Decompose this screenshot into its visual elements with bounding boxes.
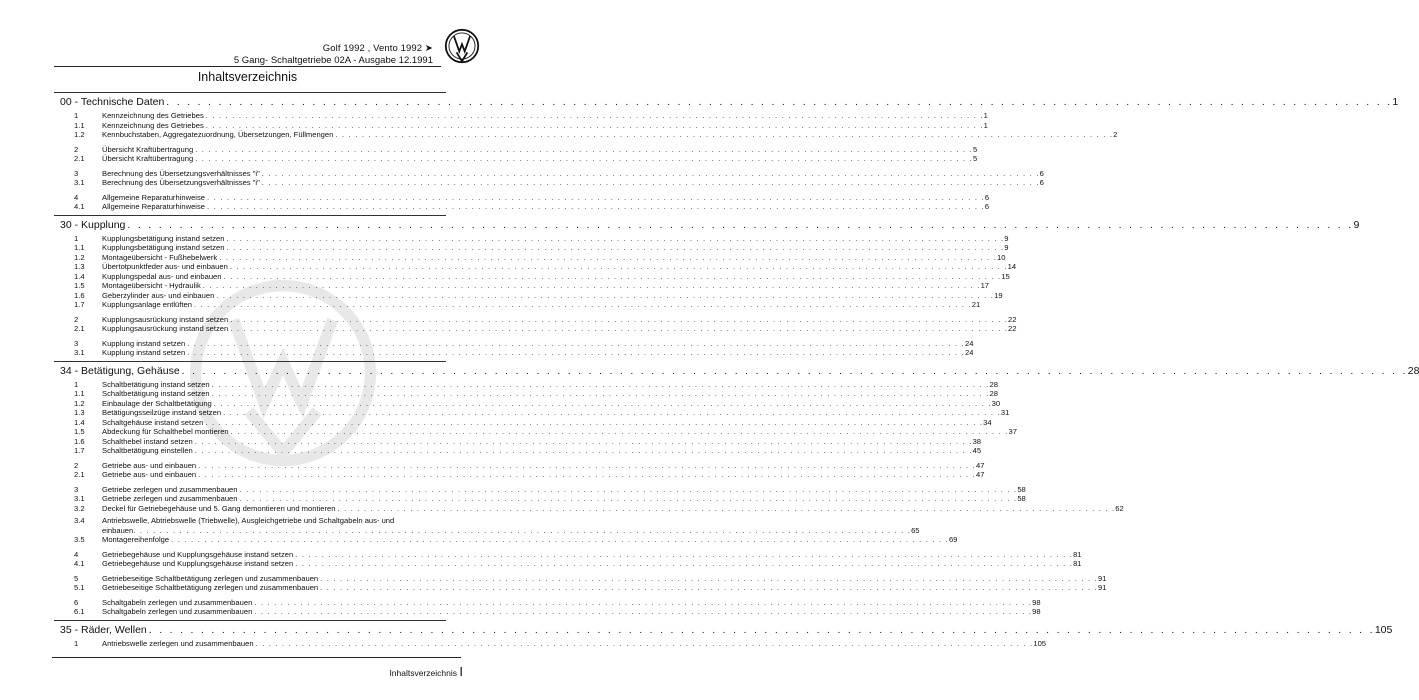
entry-title: Getriebe aus- und einbauen [102, 470, 197, 479]
vw-logo-icon [444, 28, 480, 64]
toc-entry[interactable] [60, 427, 1017, 437]
dot-leader: . . . . . . . . . . . . . . . . . . . . . . . . . . . . . . . . . . . . . . . . . . . . . . . . . . . . . . . . . . . . . . . . . . . . . . . . . . . . . . . . . . . . . . . . . . . . . . . . . . . . . . . . . . . . . . . . . . . . . . [187, 348, 965, 357]
entry-number: 1.5 [74, 427, 85, 436]
entry-page: 37 [1008, 427, 1017, 436]
toc-entry[interactable] [60, 379, 998, 390]
header-manual-line: 5 Gang- Schaltgetriebe 02A - Ausgabe 12.1991 [233, 55, 433, 66]
toc-entry[interactable] [60, 271, 1010, 282]
entry-page: 47 [975, 470, 985, 479]
entry-title: Kennzeichnung des Getriebes [102, 120, 204, 130]
entry-number: 2 [74, 314, 79, 324]
dot-leader: . . . . . . . . . . . . . . . . . . . . . . . . . . . . . . . . . . . . . . . . . . . . . . . . . . . . . . . . . . . . . . . . . . . . . . . . . . . . . . . . . . . . . . . . . . . . . . . . . . . . . . . . . . . . . . . . . . . . . . [207, 192, 985, 202]
toc-entry[interactable] [60, 470, 985, 480]
entry-title: Schaltbetätigung instand setzen [102, 389, 210, 398]
section-page: 9 [1353, 218, 1360, 231]
entry-number: 5 [74, 573, 79, 583]
entry-page: 24 [964, 348, 974, 357]
toc-section[interactable] [60, 364, 1419, 377]
dot-leader: . . . . . . . . . . . . . . . . . . . . . . . . . . . . . . . . . . . . . . . . . . . . . . . . . . . . . . . . . . . . . . . . . . . . . . . . . . . . . . . . . . . . . . . . . . . . . . . . . . . . . . . . . . . . . . . . . . . . . . [198, 470, 976, 479]
section-title: 30 - Kupplung [60, 218, 126, 231]
dot-leader: . . . . . . . . . . . . . . . . . . . . . . . . . . . . . . . . . . . . . . . . . . . . . . . . . . . . . . . . . . . . . . . . . . . . . . . . . . . . . . . . . . . . . . . . . . . . . . . . . . . . . . . . . . . . . . . . . . . . . . [181, 364, 1408, 377]
toc-entry[interactable] [60, 233, 1009, 244]
entry-title: Kupplung instand setzen [102, 348, 186, 357]
entry-body [102, 516, 920, 535]
entry-page: 91 [1097, 573, 1107, 583]
toc-entry[interactable] [60, 638, 1047, 649]
dot-leader: . . . . . . . . . . . . . . . . . . . . . . . . . . . . . . . . . . . . . . . . . . . . . . . . . . . . . . . . . . . . . . . . . . . . . . . . . . . . . . . . . . . . . . . . . . . . . . . . . . . . . . . . . . . . . . . . . . . . . . [213, 398, 992, 408]
toc-entry[interactable] [60, 262, 1017, 272]
entry-number: 3.2 [74, 503, 85, 513]
entry-page: 6 [1039, 178, 1044, 187]
dot-leader: . . . . . . . . . . . . . . . . . . . . . . . . . . . . . . . . . . . . . . . . . . . . . . . . . . . . . . . . . . . . . . . . . . . . . . . . . . . . . . . . . . . . . . . . . . . . . . . . . . . . . . . . . . . . . . . . . . . . . . [229, 262, 1008, 271]
toc-entry[interactable] [60, 484, 1026, 495]
entry-number: 3 [74, 338, 79, 348]
entry-title: Kupplungspedal aus- und einbauen [102, 271, 222, 281]
toc-entry[interactable] [60, 348, 974, 358]
toc-entry[interactable] [60, 338, 974, 349]
entry-page: 45 [972, 446, 982, 455]
toc-section[interactable] [60, 218, 1360, 231]
entry-page: 22 [1008, 324, 1017, 333]
section-page: 105 [1374, 623, 1393, 636]
dot-leader: . . . . . . . . . . . . . . . . . . . . . . . . . . . . . . . . . . . . . . . . . . . . . . . . . . . . . . . . . . . . . . . . . . . . . . . . . . . . . . . . . . . . . . . . . . . . . . . . . . . . . . . . . . . . . . . . . . . . . . [261, 168, 1040, 178]
dot-leader: . . . . . . . . . . . . . . . . . . . . . . . . . . . . . . . . . . . . . . . . . . . . . . . . . . . . . . . . . . . . . . . . . . . . . . . . . . . . . . . . . . . . . . . . . . . . . . . . . . . . . . . . . . . . . . . . . . . . . . [320, 573, 1098, 583]
entry-page: 62 [1115, 503, 1124, 513]
dot-leader: . . . . . . . . . . . . . . . . . . . . . . . . . . . . . . . . . . . . . . . . . . . . . . . . . . . . . . . . . . . . . . . . . . . . . . . . . . . . . . . . . . . . . . . . . . . . . . . . . . . . . . . . . . . . . . . . . . . . . . [198, 460, 976, 470]
dot-leader: . . . . . . . . . . . . . . . . . . . . . . . . . . . . . . . . . . . . . . . . . . . . . . . . . . . . . . . . . . . . . . . . . . . . . . . . . . . . . . . . . . . . . . . . . . . . . . . . . . . . . . . . . . . . . . . . . . . . . . [166, 96, 1393, 108]
toc-entry[interactable] [60, 503, 1124, 514]
entry-title: Geberzylinder aus- und einbauen [102, 290, 215, 300]
dot-leader: . . . . . . . . . . . . . . . . . . . . . . . . . . . . . . . . . . . . . . . . . . . . . . . . . . . . . . . . . . . . . . . . . . . . . . . . . . . . . . . . . . . . . . . . . . . . . . . . . . . . . . . . . . . . . . . . . . . . . . [320, 583, 1098, 592]
entry-number: 3.5 [74, 535, 85, 544]
entry-page: 24 [964, 338, 974, 348]
entry-number: 3.1 [74, 348, 85, 357]
entry-page: 1 [983, 120, 988, 130]
entry-title-continued [102, 526, 920, 536]
entry-page: 105 [1033, 638, 1047, 648]
entry-page: 34 [983, 417, 992, 427]
entry-title: Schalthebel instand setzen [102, 436, 193, 446]
entry-page: 17 [980, 281, 990, 290]
entry-number: 1.3 [74, 262, 85, 271]
toc-entry[interactable] [60, 168, 1044, 179]
header-rule [54, 66, 441, 67]
entry-page: 30 [991, 398, 1001, 408]
entry-title: Montageübersicht - Fußhebelwerk [102, 252, 218, 262]
entry-number: 1 [74, 638, 79, 648]
entry-page: 6 [984, 202, 990, 211]
dot-leader: . . . . . . . . . . . . . . . . . . . . . . . . . . . . . . . . . . . . . . . . . . . . . . . . . . . . . . . . . . . . . . . . . . . . . . . . . . . . . . . . . . . . . . . . . . . . . . . . . . . . . . . . . . . . . . . . . . . . . . [230, 314, 1009, 324]
entry-title: Abdeckung für Schalthebel montieren [102, 427, 229, 436]
toc-entry[interactable] [60, 389, 998, 399]
entry-page: 28 [989, 389, 998, 398]
entry-title: Schaltgehäuse instand setzen [102, 417, 204, 427]
toc-entry[interactable] [60, 436, 982, 447]
toc-entry[interactable] [60, 300, 981, 310]
entry-number: 1.1 [74, 389, 85, 398]
entry-page: 81 [1073, 549, 1082, 559]
entry-number: 1 [74, 233, 79, 243]
dot-leader: . . . . . . . . . . . . . . . . . . . . . . . . . . . . . . . . . . . . . . . . . . . . . . . . . . . . . . . . . . . . . . . . . . . . . . . . . . . . . . . . . . . . . . . . . . . . . . . . . . . . . . . . . . . . . . . . . . . . . . [195, 144, 973, 154]
entry-title: Getriebegehäuse und Kupplungsgehäuse instand setzen [102, 549, 294, 559]
entry-number: 2.1 [74, 470, 85, 479]
entry-title: Getriebeseitige Schaltbetätigung zerlegen und zusammenbauen [102, 573, 319, 583]
entry-title: Allgemeine Reparaturhinweise [102, 192, 205, 202]
entry-number: 1.7 [74, 300, 85, 309]
entry-number: 3.4 [74, 516, 85, 525]
entry-number: 3 [74, 484, 79, 494]
dot-leader: . . . . . . . . . . . . . . . . . . . . . . . . . . . . . . . . . . . . . . . . . . . . . . . . . . . . . . . . . . . . . . . . . . . . . . . . . . . . . . . . . . . . . . . . . . . . . . . . . . . . . . . . . . . . . . . . . . . . . . [194, 446, 973, 455]
dot-leader: . . . . . . . . . . . . . . . . . . . . . . . . . . . . . . . . . . . . . . . . . . . . . . . . . . . . . . . . . . . . . . . . . . . . . . . . . . . . . . . . . . . . . . . . . . . . . . . . . . . . . . . . . . . . . . . . . . . . . . [202, 281, 981, 290]
toc-section[interactable] [60, 623, 1393, 636]
dot-leader: . . . . . . . . . . . . . . . . . . . . . . . . . . . . . . . . . . . . . . . . . . . . . . . . . . . . . . . . . . . . . . . . . . . . . . . . . . . . . . . . . . . . . . . . . . . . . . . . . . . . . . . . . . . . . . . . . . . . . . [335, 130, 1114, 139]
footer-rule [52, 657, 461, 658]
entry-page: 69 [948, 535, 958, 544]
entry-number: 2 [74, 144, 79, 154]
entry-number: 1.5 [74, 281, 85, 290]
entry-title: Getriebegehäuse und Kupplungsgehäuse instand setzen [102, 559, 294, 568]
section-title: 00 - Technische Daten [60, 96, 165, 108]
dot-leader: . . . . . . . . . . . . . . . . . . . . . . . . . . . . . . . . . . . . . . . . . . . . . . . . . . . . . . . . . . . . . . . . . . . . . . . . . . . . . . . . . . . . . . . . . . . . . . . . . . . . . . . . . . . . . . . . . . . . . . [254, 597, 1033, 607]
dot-leader: . . . . . . . . . . . . . . . . . . . . . . . . . . . . . . . . . . . . . . . . . . . . . . . . . . . . . . . . . . . . . . . . . . . . . . . . . . . . . . . . . . . . . . . . . . . . . . . . . . . . . . . . . . . . . . . . . . . . . . [205, 120, 984, 130]
toc-entry[interactable] [60, 314, 1017, 325]
toc-entry[interactable] [60, 573, 1107, 584]
dot-leader: . . . . . . . . . . . . . . . . . . . . . . . . . . . . . . . . . . . . . . . . . . . . . . . . . . . . . . . . . . . . . . . . . . . . . . . . . . . . . . . . . . . . . . . . . . . . . . . . . . . . . . . . . . . . . . . . . . . . . . [194, 436, 973, 446]
entry-number: 6 [74, 597, 79, 607]
toc-entry[interactable] [60, 130, 1118, 140]
table-of-contents [60, 95, 1419, 648]
section-rule [54, 620, 446, 621]
dot-leader: . . . . . . . . . . . . . . . . . . . . . . . . . . . . . . . . . . . . . . . . . . . . . . . . . . . . . . . . . . . . . . . . . . . . . . . . . . . . . . . . . . . . . . . . . . . . . . . . . . . . . . . . . . . . . . . . . . . . . . [239, 494, 1018, 503]
entry-title: Kennbuchstaben, Aggregatezuordnung, Übersetzungen, Füllmengen [102, 130, 334, 139]
toc-entry[interactable] [60, 607, 1041, 617]
entry-number: 1.1 [74, 243, 85, 252]
toc-entry[interactable] [60, 290, 1003, 301]
entry-title: Betätigungsseilzüge instand setzen [102, 408, 222, 417]
dot-leader: . . . . . . . . . . . . . . . . . . . . . . . . . . . . . . . . . . . . . . . . . . . . . . . . . . . . . . . . . . . . . . . . . . . . . . . . . . . . . . . . . . . . . . . . . . . . . . . . . . . . . . . . . . . . . . . . . . . . . . [223, 408, 1001, 417]
entry-number: 5.1 [74, 583, 85, 592]
footer-label: Inhaltsverzeichnis [389, 668, 457, 678]
dot-leader: . . . . . . . . . . . . . . . . . . . . . . . . . . . . . . . . . . . . . . . . . . . . . . . . . . . . . . . . . . . . . . . . . . . . . . . . . . . . . . . . . . . . . . . . . . . . . . . . . . . . . . . . . . . . . . . . . . . . . . [216, 290, 995, 300]
dot-leader: . . . . . . . . . . . . . . . . . . . . . . . . . . . . . . . . . . . . . . . . . . . . . . . . . . . . . . . . . . . . . . . . . . . . . . . . . . . . . . . . . . . . . . . . . . . . . . . . . . . . . . . . . . . . . . . . . . . . . . [337, 503, 1116, 513]
entry-title: Kupplungsbetätigung instand setzen [102, 243, 225, 252]
toc-entry[interactable] [60, 178, 1044, 188]
entry-title: Kupplungsausrückung instand setzen [102, 314, 229, 324]
entry-page: 1 [983, 111, 988, 120]
entry-page: 9 [1004, 233, 1009, 243]
entry-title: Schaltbetätigung einstellen [102, 446, 193, 455]
entry-title: Getriebeseitige Schaltbetätigung zerlegen und zusammenbauen [102, 583, 319, 592]
dot-leader: . . . . . . . . . . . . . . . . . . . . . . . . . . . . . . . . . . . . . . . . . . . . . . . . . . . . . . . . . . . . . . . . . . . . . . . . . . . . . . . . . . . . . . . . . . . . . . . . . . . . . . . . . . . . . . . . . . . . . . [226, 233, 1005, 243]
entry-title: Schaltgabeln zerlegen und zusammenbauen [102, 597, 253, 607]
entry-title: Kennzeichnung des Getriebes [102, 111, 204, 120]
entry-page: 15 [1001, 271, 1010, 281]
entry-title: Montagereihenfolge [102, 535, 170, 544]
toc-entry[interactable] [60, 535, 958, 545]
entry-number: 1.1 [74, 120, 85, 130]
section-rule [54, 92, 446, 93]
toc-entry[interactable] [60, 516, 920, 535]
dot-leader: . . . . . . . . . . . . . . . . . . . . . . . . . . . . . . . . . . . . . . . . . . . . . . . . . . . . . . . . . . . . . . . . . . . . . . . . . . . . . . . . . . . . . . . . . . . . . . . . . . . . . . . . . . . . . . . . . . . . . . [230, 324, 1009, 333]
entry-number: 1.6 [74, 436, 85, 446]
toc-entry[interactable] [60, 446, 982, 456]
entry-page: 6 [1039, 168, 1044, 178]
entry-page: 28 [989, 379, 998, 389]
entry-title: Getriebe zerlegen und zusammenbauen [102, 484, 238, 494]
entry-title: Getriebe zerlegen und zusammenbauen [102, 494, 238, 503]
toc-entry[interactable] [60, 324, 1017, 334]
entry-number: 1.2 [74, 398, 85, 408]
toc-entry[interactable] [60, 154, 978, 164]
entry-page: 5 [973, 154, 978, 163]
page-title: Inhaltsverzeichnis [197, 70, 298, 84]
entry-title: Kupplungsanlage entlüften [102, 300, 192, 309]
entry-title: Einbaulage der Schaltbetätigung [102, 398, 212, 408]
entry-title: Allgemeine Reparaturhinweise [102, 202, 205, 211]
dot-leader: . . . . . . . . . . . . . . . . . . . . . . . . . . . . . . . . . . . . . . . . . . . . . . . . . . . . . . . . . . . . . . . . . . . . . . . . . . . . . . . . . . . . . . . . . . . . . . . . . . . . . . . . . . . . . . . . . . . . . . [148, 623, 1375, 636]
entry-page: 91 [1097, 583, 1107, 592]
footer-page-numeral: I [459, 664, 463, 679]
entry-number: 6.1 [74, 607, 85, 616]
entry-number: 2 [74, 460, 79, 470]
section-title: 35 - Räder, Wellen [60, 623, 147, 636]
entry-number: 1.3 [74, 408, 85, 417]
dot-leader: . . . . . . . . . . . . . . . . . . . . . . . . . . . . . . . . . . . . . . . . . . . . . . . . . . . . . . . . . . . . . . . . . . . . . . . . . . . . . . . . . . . . . . . . . . . . . . . . . . . . . . . . . . . . . . . . . . . . . . [261, 178, 1040, 187]
entry-title: Antriebswelle, Abtriebswelle (Triebwelle), Ausgleichgetriebe und Schaltgabeln aus- und [102, 516, 395, 525]
entry-number: 2.1 [74, 324, 85, 333]
dot-leader: . . . . . . . . . . . . . . . . . . . . . . . . . . . . . . . . . . . . . . . . . . . . . . . . . . . . . . . . . . . . . . . . . . . . . . . . . . . . . . . . . . . . . . . . . . . . . . . . . . . . . . . . . . . . . . . . . . . . . . [230, 427, 1009, 436]
dot-leader: . . . . . . . . . . . . . . . . . . . . . . . . . . . . . . . . . . . . . . . . . . . . . . . . . . . . . . . . . . . . . . . . . . . . . . . . . . . . . . . . . . . . . . . . . . . . . . . . . . . . . . . . . . . . . . . . . . . . . . [207, 202, 985, 211]
toc-entry[interactable] [60, 243, 1009, 253]
entry-title-line2: einbauen [102, 525, 134, 535]
entry-title: Getriebe aus- und einbauen [102, 460, 197, 470]
dot-leader: . . . . . . . . . . . . . . . . . . . . . . . . . . . . . . . . . . . . . . . . . . . . . . . . . . . . . . . . . . . . . . . . . . . . . . . . . . . . . . . . . . . . . . . . . . . . . . . . . . . . . . . . . . . . . . . . . . . . . . [254, 607, 1033, 616]
entry-page: 38 [972, 436, 982, 446]
entry-page: 98 [1032, 607, 1041, 616]
entry-title: Übersicht Kraftübertragung [102, 144, 194, 154]
dot-leader: . . . . . . . . . . . . . . . . . . . . . . . . . . . . . . . . . . . . . . . . . . . . . . . . . . . . . . . . . . . . . . . . . . . . . . . . . . . . . . . . . . . . . . . . . . . . . . . . . . . . . . . . . . . . . . . . . . . . . . [193, 300, 972, 309]
toc-entry[interactable] [60, 252, 1006, 263]
entry-number: 3.1 [74, 494, 85, 503]
entry-page: 19 [994, 290, 1003, 300]
entry-number: 1.4 [74, 417, 85, 427]
entry-page: 98 [1032, 597, 1041, 607]
toc-entry[interactable] [60, 559, 1082, 569]
entry-title: Übertotpunktfeder aus- und einbauen [102, 262, 228, 271]
dot-leader: . . . . . . . . . . . . . . . . . . . . . . . . . . . . . . . . . . . . . . . . . . . . . . . . . . . . . . . . . . . . . . . . . . . . . . . . . . . . . . . . . . . . . . . . . . . . . . . . . . . . . . . . . . . . . . . . . . . . . . [226, 243, 1005, 252]
toc-entry[interactable] [60, 120, 988, 131]
entry-title: Kupplungsausrückung instand setzen [102, 324, 229, 333]
toc-entry[interactable] [60, 494, 1026, 504]
dot-leader: . . . . . . . . . . . . . . . . . . . . . . . . . . . . . . . . . . . . . . . . . . . . . . . . . . . . . . . . . . . . . . . . . . . . . . . . . . . . . . . . . . . . . . . . . . . . . . . . . . . . . . . . . . . . . . . . . . . . . . [187, 338, 965, 348]
entry-page: 6 [984, 192, 990, 202]
toc-section[interactable] [60, 95, 1399, 108]
entry-number: 1.6 [74, 290, 85, 300]
entry-number: 3 [74, 168, 79, 178]
entry-number: 1 [74, 379, 79, 389]
dot-leader: . . . . . . . . . . . . . . . . . . . . . . . . . . . . . . . . . . . . . . . . . . . . . . . . . . . . . . . . . . . . . . . . . . . . . . . . . . . . . . . . . . . . . . . . . . . . . . . . . . . . . . . . . . . . . . . . . . . . . . [205, 417, 984, 427]
toc-entry[interactable] [60, 144, 978, 155]
entry-number: 2.1 [74, 154, 85, 163]
toc-entry[interactable] [60, 597, 1041, 608]
toc-entry[interactable] [60, 583, 1107, 593]
entry-number: 4.1 [74, 202, 85, 211]
entry-title: Montageübersicht - Hydraulik [102, 281, 201, 290]
entry-page: 22 [1008, 314, 1017, 324]
toc-entry[interactable] [60, 460, 985, 471]
toc-entry[interactable] [60, 111, 988, 121]
dot-leader: . . . . . . . . . . . . . . . . . . . . . . . . . . . . . . . . . . . . . . . . . . . . . . . . . . . . . . . . . . . . . . . . . . . . . . . . . . . . . . . . . . . . . . . . . . . . . . . . . . . . . . . . . . . . . . . . . . . . . . [127, 218, 1354, 231]
entry-page: 9 [1004, 243, 1009, 252]
entry-page: 21 [971, 300, 981, 309]
toc-entry[interactable] [60, 417, 992, 428]
section-rule [54, 361, 446, 362]
entry-number: 1.2 [74, 252, 85, 262]
toc-entry[interactable] [60, 408, 1010, 418]
entry-number: 4 [74, 549, 79, 559]
entry-page: 5 [973, 144, 978, 154]
entry-title: Schaltgabeln zerlegen und zusammenbauen [102, 607, 253, 616]
dot-leader: . . . . . . . . . . . . . . . . . . . . . . . . . . . . . . . . . . . . . . . . . . . . . . . . . . . . . . . . . . . . . . . . . . . . . . . . . . . . . . . . . . . . . . . . . . . . . . . . . . . . . . . . . . . . . . . . . . . . . . [133, 525, 912, 535]
dot-leader: . . . . . . . . . . . . . . . . . . . . . . . . . . . . . . . . . . . . . . . . . . . . . . . . . . . . . . . . . . . . . . . . . . . . . . . . . . . . . . . . . . . . . . . . . . . . . . . . . . . . . . . . . . . . . . . . . . . . . . [211, 389, 990, 398]
entry-page: 10 [997, 252, 1006, 262]
dot-leader: . . . . . . . . . . . . . . . . . . . . . . . . . . . . . . . . . . . . . . . . . . . . . . . . . . . . . . . . . . . . . . . . . . . . . . . . . . . . . . . . . . . . . . . . . . . . . . . . . . . . . . . . . . . . . . . . . . . . . . [295, 559, 1074, 568]
entry-title: Berechnung des Übersetzungsverhältnisses "i" [102, 178, 260, 187]
dot-leader: . . . . . . . . . . . . . . . . . . . . . . . . . . . . . . . . . . . . . . . . . . . . . . . . . . . . . . . . . . . . . . . . . . . . . . . . . . . . . . . . . . . . . . . . . . . . . . . . . . . . . . . . . . . . . . . . . . . . . . [171, 535, 949, 544]
entry-title: Schaltbetätigung instand setzen [102, 379, 210, 389]
header-vehicle-line: Golf 1992 , Vento 1992 ➤ [322, 43, 433, 54]
entry-page: 31 [1000, 408, 1010, 417]
dot-leader: . . . . . . . . . . . . . . . . . . . . . . . . . . . . . . . . . . . . . . . . . . . . . . . . . . . . . . . . . . . . . . . . . . . . . . . . . . . . . . . . . . . . . . . . . . . . . . . . . . . . . . . . . . . . . . . . . . . . . . [295, 549, 1074, 559]
entry-title: Kupplung instand setzen [102, 338, 186, 348]
entry-page: 58 [1017, 484, 1026, 494]
entry-number: 1.4 [74, 271, 85, 281]
entry-page: 47 [975, 460, 985, 470]
entry-title: Übersicht Kraftübertragung [102, 154, 194, 163]
section-page: 1 [1392, 96, 1399, 108]
toc-entry[interactable] [60, 192, 990, 203]
section-rule [54, 215, 446, 216]
entry-title: Kupplungsbetätigung instand setzen [102, 233, 225, 243]
section-page: 28 [1407, 364, 1419, 377]
entry-page: 2 [1113, 130, 1118, 139]
entry-number: 1 [74, 111, 79, 120]
toc-entry[interactable] [60, 549, 1082, 560]
entry-number: 4 [74, 192, 79, 202]
dot-leader: . . . . . . . . . . . . . . . . . . . . . . . . . . . . . . . . . . . . . . . . . . . . . . . . . . . . . . . . . . . . . . . . . . . . . . . . . . . . . . . . . . . . . . . . . . . . . . . . . . . . . . . . . . . . . . . . . . . . . . [255, 638, 1034, 648]
footer [389, 664, 463, 679]
dot-leader: . . . . . . . . . . . . . . . . . . . . . . . . . . . . . . . . . . . . . . . . . . . . . . . . . . . . . . . . . . . . . . . . . . . . . . . . . . . . . . . . . . . . . . . . . . . . . . . . . . . . . . . . . . . . . . . . . . . . . . [223, 271, 1002, 281]
toc-entry[interactable] [60, 202, 990, 212]
toc-entry[interactable] [60, 281, 990, 291]
entry-number: 4.1 [74, 559, 85, 568]
entry-page: 65 [911, 525, 920, 535]
entry-number: 1.2 [74, 130, 85, 139]
dot-leader: . . . . . . . . . . . . . . . . . . . . . . . . . . . . . . . . . . . . . . . . . . . . . . . . . . . . . . . . . . . . . . . . . . . . . . . . . . . . . . . . . . . . . . . . . . . . . . . . . . . . . . . . . . . . . . . . . . . . . . [211, 379, 990, 389]
entry-number: 1.7 [74, 446, 85, 455]
entry-page: 81 [1073, 559, 1082, 568]
dot-leader: . . . . . . . . . . . . . . . . . . . . . . . . . . . . . . . . . . . . . . . . . . . . . . . . . . . . . . . . . . . . . . . . . . . . . . . . . . . . . . . . . . . . . . . . . . . . . . . . . . . . . . . . . . . . . . . . . . . . . . [195, 154, 973, 163]
entry-page: 14 [1007, 262, 1017, 271]
section-title: 34 - Betätigung, Gehäuse [60, 364, 180, 377]
dot-leader: . . . . . . . . . . . . . . . . . . . . . . . . . . . . . . . . . . . . . . . . . . . . . . . . . . . . . . . . . . . . . . . . . . . . . . . . . . . . . . . . . . . . . . . . . . . . . . . . . . . . . . . . . . . . . . . . . . . . . . [239, 484, 1018, 494]
entry-title: Deckel für Getriebegehäuse und 5. Gang demontieren und montieren [102, 503, 336, 513]
dot-leader: . . . . . . . . . . . . . . . . . . . . . . . . . . . . . . . . . . . . . . . . . . . . . . . . . . . . . . . . . . . . . . . . . . . . . . . . . . . . . . . . . . . . . . . . . . . . . . . . . . . . . . . . . . . . . . . . . . . . . . [219, 252, 998, 262]
entry-title: Berechnung des Übersetzungsverhältnisses "i" [102, 168, 260, 178]
entry-number: 3.1 [74, 178, 85, 187]
entry-page: 58 [1017, 494, 1026, 503]
toc-entry[interactable] [60, 398, 1001, 409]
entry-title: Antriebswelle zerlegen und zusammenbauen [102, 638, 254, 648]
dot-leader: . . . . . . . . . . . . . . . . . . . . . . . . . . . . . . . . . . . . . . . . . . . . . . . . . . . . . . . . . . . . . . . . . . . . . . . . . . . . . . . . . . . . . . . . . . . . . . . . . . . . . . . . . . . . . . . . . . . . . . [205, 111, 984, 120]
